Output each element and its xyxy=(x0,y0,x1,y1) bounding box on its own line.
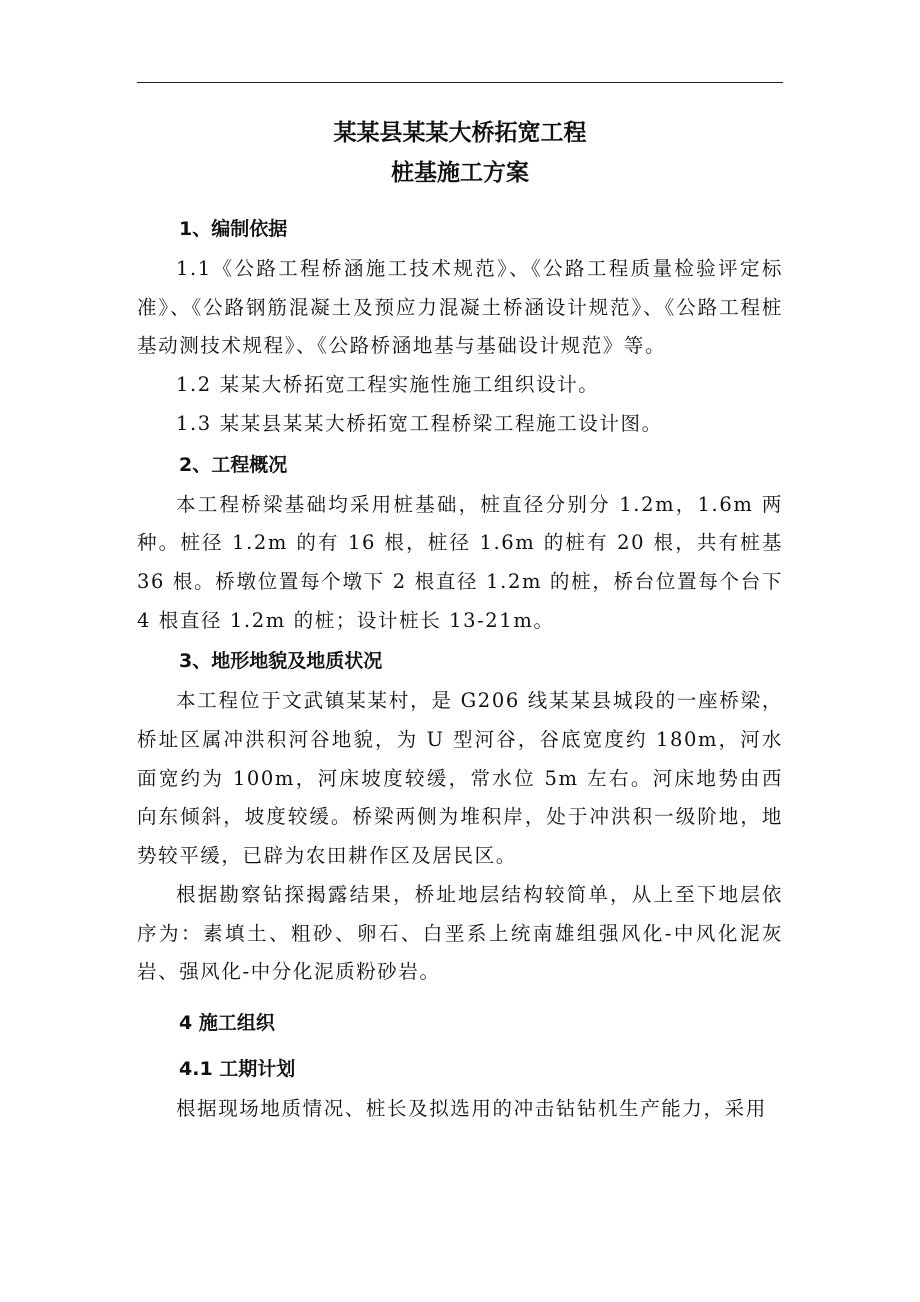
paragraph-1-1: 1.1《公路工程桥涵施工技术规范》、《公路工程质量检验评定标准》、《公路钢筋混凝土及预应力混凝土桥涵设计规范》、《公路工程桩基动测技术规程》、《公路桥涵地基与基础设计规范》等。 xyxy=(137,257,783,358)
paragraph-overview: 本工程桥梁基础均采用桩基础，桩直径分别分 1.2m，1.6m 两种。桩径 1.2m 的有 16 根，桩径 1.6m 的桩有 20 根，共有桩基 36 根。桥墩位置每个墩下 2 根直径 1.2m 的桩，桥台位置每个台下 4 根直径 1.2m 的桩；设计桩长 13-21m。 xyxy=(137,492,783,632)
paragraph-schedule: 根据现场地质情况、桩长及拟选用的冲击钻钻机生产能力，采用 xyxy=(176,1096,767,1120)
section-heading-schedule: 4.1 工期计划 xyxy=(179,1057,296,1080)
paragraph-1-3: 1.3 某某县某某大桥拓宽工程桥梁工程施工设计图。 xyxy=(176,411,663,435)
paragraph-strata: 根据勘察钻探揭露结果，桥址地层结构较简单，从上至下地层依序为：素填土、粗砂、卵石、白垩系上统南雄组强风化-中风化泥灰岩、强风化-中分化泥质粉砂岩。 xyxy=(137,882,783,984)
section-heading-organization: 4 施工组织 xyxy=(179,1011,275,1034)
header-rule xyxy=(137,82,783,83)
document-body xyxy=(137,208,783,1129)
section-heading-overview: 2、工程概况 xyxy=(179,453,288,476)
paragraph-terrain: 本工程位于文武镇某某村，是 G206 线某某县城段的一座桥梁，桥址区属冲洪积河谷地貌，为 U 型河谷，谷底宽度约 180m，河水面宽约为 100m，河床坡度较缓，常水位 5m 左右。河床地势由西向东倾斜，坡度较缓。桥梁两侧为堆积岸，处于冲洪积一级阶地，地势较平缓，已辟为农田耕作区及居民区。 xyxy=(137,689,783,868)
document-subtitle: 桩基施工方案 xyxy=(391,160,529,186)
section-heading-geology: 3、地形地貌及地质状况 xyxy=(179,650,383,673)
paragraph-1-2: 1.2 某某大桥拓宽工程实施性施工组织设计。 xyxy=(176,373,600,397)
section-heading-basis: 1、编制依据 xyxy=(179,218,288,240)
document-title: 某某县某某大桥拓宽工程 xyxy=(333,120,587,146)
